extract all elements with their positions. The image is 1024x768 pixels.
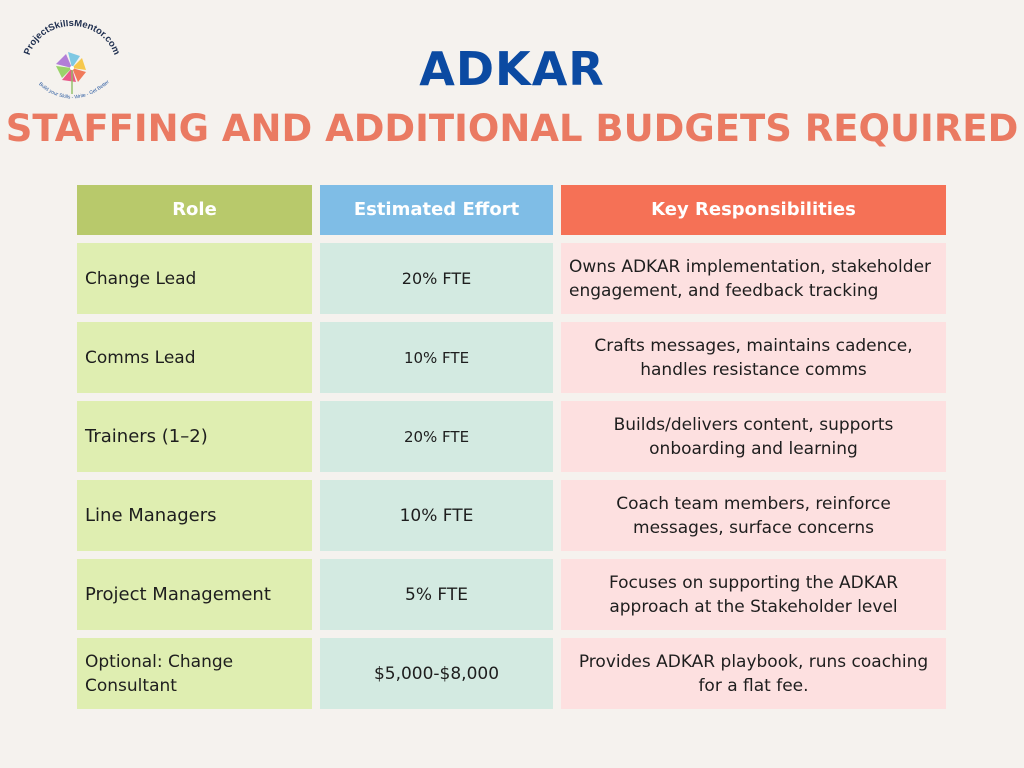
- row-responsibilities: Owns ADKAR implementation, stakeholder engagement, and feedback tracking: [561, 243, 946, 314]
- row-effort: 5% FTE: [320, 559, 553, 630]
- header-role: Role: [77, 185, 312, 235]
- row-effort: 20% FTE: [320, 243, 553, 314]
- row-responsibilities: Coach team members, reinforce messages, surface concerns: [561, 480, 946, 551]
- page-subtitle: STAFFING AND ADDITIONAL BUDGETS REQUIRED: [5, 107, 1019, 150]
- row-effort: 10% FTE: [320, 480, 553, 551]
- row-role: Trainers (1–2): [77, 401, 312, 472]
- row-role: Optional: Change Consultant: [77, 638, 312, 709]
- page-title: ADKAR: [419, 42, 605, 96]
- row-effort: $5,000-$8,000: [320, 638, 553, 709]
- header-estimated-effort: Estimated Effort: [320, 185, 553, 235]
- row-role: Project Management: [77, 559, 312, 630]
- logo-top-text: ProjectSkillsMentor.com: [21, 20, 123, 57]
- row-responsibilities: Focuses on supporting the ADKAR approach at the Stakeholder level: [561, 559, 946, 630]
- row-responsibilities: Provides ADKAR playbook, runs coaching for a flat fee.: [561, 638, 946, 709]
- row-responsibilities: Crafts messages, maintains cadence, handles resistance comms: [561, 322, 946, 393]
- row-responsibilities: Builds/delivers content, supports onboarding and learning: [561, 401, 946, 472]
- row-effort: 20% FTE: [320, 401, 553, 472]
- row-role: Change Lead: [77, 243, 312, 314]
- header-key-responsibilities: Key Responsibilities: [561, 185, 946, 235]
- logo-bottom-text: Build your Skills - Write - Get Better: [37, 79, 111, 101]
- row-role: Comms Lead: [77, 322, 312, 393]
- row-role: Line Managers: [77, 480, 312, 551]
- row-effort: 10% FTE: [320, 322, 553, 393]
